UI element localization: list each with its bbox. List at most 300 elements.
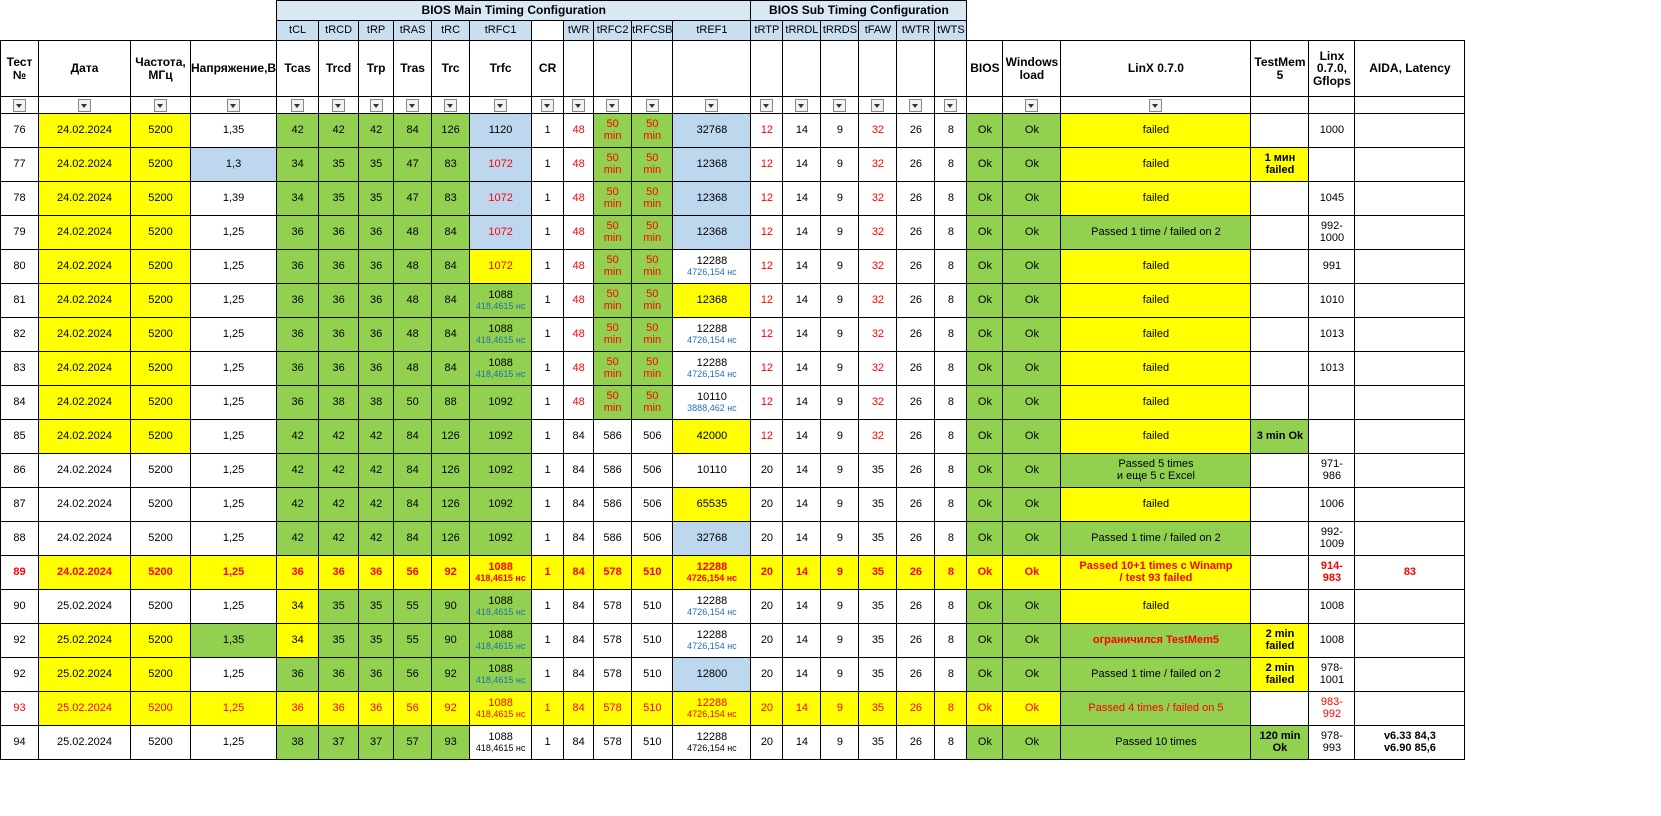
cell-test-no: 89 bbox=[1, 556, 39, 590]
cell-trfcsb: 50 min bbox=[632, 318, 673, 352]
cell-trrdl: 14 bbox=[783, 250, 821, 284]
header-freq: Частота, МГц bbox=[131, 41, 191, 97]
filter-empty-col21 bbox=[967, 97, 1003, 114]
cell-tras: 84 bbox=[394, 488, 432, 522]
filter-button-col1[interactable] bbox=[39, 97, 131, 114]
cell-cr: 1 bbox=[532, 182, 564, 216]
cell-trc: 126 bbox=[432, 114, 470, 148]
cell-windows-load: Ok bbox=[1003, 726, 1061, 760]
cell-trp: 35 bbox=[359, 182, 394, 216]
sub-label-tRRDS: tRRDS bbox=[821, 21, 859, 41]
cell-trrds: 9 bbox=[821, 352, 859, 386]
table-row bbox=[1, 216, 1465, 250]
cell-twr: 48 bbox=[564, 114, 594, 148]
filter-button-col7[interactable] bbox=[394, 97, 432, 114]
cell-bios: Ok bbox=[967, 556, 1003, 590]
filter-button-col23[interactable] bbox=[1061, 97, 1251, 114]
filter-button-col14[interactable] bbox=[673, 97, 751, 114]
cell-trrds: 9 bbox=[821, 148, 859, 182]
group-main-timing: BIOS Main Timing Configuration bbox=[277, 1, 751, 21]
cell-date: 24.02.2024 bbox=[39, 148, 131, 182]
cell-tras: 84 bbox=[394, 420, 432, 454]
cell-gflops: 1006 bbox=[1309, 488, 1355, 522]
cell-freq: 5200 bbox=[131, 556, 191, 590]
cell-twtr: 26 bbox=[897, 216, 935, 250]
cell-aida-latency bbox=[1355, 658, 1465, 692]
header-blank-1 bbox=[564, 41, 594, 97]
cell-trp: 35 bbox=[359, 624, 394, 658]
cell-gflops: 1013 bbox=[1309, 352, 1355, 386]
cell-trfcsb: 506 bbox=[632, 522, 673, 556]
header-twts bbox=[935, 41, 967, 97]
cell-tras: 47 bbox=[394, 148, 432, 182]
cell-trc: 90 bbox=[432, 624, 470, 658]
cell-gflops bbox=[1309, 148, 1355, 182]
cell-trc: 83 bbox=[432, 182, 470, 216]
cell-tref1: 32768 bbox=[673, 114, 751, 148]
cell-twts: 8 bbox=[935, 692, 967, 726]
cell-twtr: 26 bbox=[897, 726, 935, 760]
empty-cell bbox=[1003, 21, 1061, 41]
cell-tcas: 36 bbox=[277, 216, 319, 250]
cell-windows-load: Ok bbox=[1003, 216, 1061, 250]
column-header-row bbox=[1, 41, 1465, 97]
cell-freq: 5200 bbox=[131, 624, 191, 658]
cell-twts: 8 bbox=[935, 590, 967, 624]
cell-tref1: 42000 bbox=[673, 420, 751, 454]
empty-cell bbox=[1355, 1, 1465, 21]
cell-date: 24.02.2024 bbox=[39, 318, 131, 352]
cell-trfc2: 50 min bbox=[594, 114, 632, 148]
cell-tras: 84 bbox=[394, 454, 432, 488]
filter-button-col19[interactable] bbox=[897, 97, 935, 114]
cell-twr: 84 bbox=[564, 522, 594, 556]
cell-voltage: 1,25 bbox=[191, 216, 277, 250]
cell-tfaw: 32 bbox=[859, 114, 897, 148]
cell-trp: 36 bbox=[359, 352, 394, 386]
cell-trfc: 1088 418,4615 нс bbox=[470, 726, 532, 760]
cell-date: 24.02.2024 bbox=[39, 420, 131, 454]
filter-button-col11[interactable] bbox=[564, 97, 594, 114]
cell-trrds: 9 bbox=[821, 726, 859, 760]
filter-button-col16[interactable] bbox=[783, 97, 821, 114]
table-row bbox=[1, 352, 1465, 386]
cell-trtp: 20 bbox=[751, 590, 783, 624]
cell-twr: 48 bbox=[564, 250, 594, 284]
cell-twtr: 26 bbox=[897, 658, 935, 692]
cell-freq: 5200 bbox=[131, 726, 191, 760]
cell-testmem5 bbox=[1251, 182, 1309, 216]
cell-cr: 1 bbox=[532, 420, 564, 454]
filter-button-col5[interactable] bbox=[319, 97, 359, 114]
cell-bios: Ok bbox=[967, 726, 1003, 760]
cell-voltage: 1,25 bbox=[191, 522, 277, 556]
cell-tcas: 42 bbox=[277, 522, 319, 556]
cell-test-no: 92 bbox=[1, 624, 39, 658]
cell-voltage: 1,25 bbox=[191, 284, 277, 318]
cell-tcas: 34 bbox=[277, 590, 319, 624]
cell-voltage: 1,25 bbox=[191, 386, 277, 420]
cell-tref1: 12288 4726,154 нс bbox=[673, 726, 751, 760]
header-trp: Trp bbox=[359, 41, 394, 97]
cell-trcd: 42 bbox=[319, 114, 359, 148]
cell-twtr: 26 bbox=[897, 114, 935, 148]
cell-tref1: 12288 4726,154 нс bbox=[673, 556, 751, 590]
cell-linx: ограничился TestMem5 bbox=[1061, 624, 1251, 658]
table-row bbox=[1, 522, 1465, 556]
cell-date: 24.02.2024 bbox=[39, 250, 131, 284]
cell-tras: 47 bbox=[394, 182, 432, 216]
cell-trfc2: 50 min bbox=[594, 284, 632, 318]
cell-trfc2: 50 min bbox=[594, 250, 632, 284]
cell-gflops: 983- 992 bbox=[1309, 692, 1355, 726]
cell-trtp: 20 bbox=[751, 556, 783, 590]
cell-tref1: 12288 4726,154 нс bbox=[673, 624, 751, 658]
table-row bbox=[1, 420, 1465, 454]
cell-cr: 1 bbox=[532, 692, 564, 726]
cell-linx: failed bbox=[1061, 148, 1251, 182]
cell-trcd: 35 bbox=[319, 148, 359, 182]
cell-trrds: 9 bbox=[821, 284, 859, 318]
filter-button-col2[interactable] bbox=[131, 97, 191, 114]
cell-trfc: 1072 bbox=[470, 182, 532, 216]
cell-trrds: 9 bbox=[821, 318, 859, 352]
cell-test-no: 81 bbox=[1, 284, 39, 318]
cell-aida-latency bbox=[1355, 590, 1465, 624]
cell-trfc2: 586 bbox=[594, 522, 632, 556]
empty-cell bbox=[1355, 21, 1465, 41]
cell-voltage: 1,25 bbox=[191, 692, 277, 726]
cell-date: 24.02.2024 bbox=[39, 114, 131, 148]
header-bios: BIOS bbox=[967, 41, 1003, 97]
cell-linx: failed bbox=[1061, 590, 1251, 624]
filter-button-col22[interactable] bbox=[1003, 97, 1061, 114]
filter-button-col4[interactable] bbox=[277, 97, 319, 114]
empty-cell bbox=[131, 1, 191, 21]
filter-button-col10[interactable] bbox=[532, 97, 564, 114]
cell-tras: 56 bbox=[394, 658, 432, 692]
empty-cell bbox=[1061, 1, 1251, 21]
cell-cr: 1 bbox=[532, 556, 564, 590]
cell-cr: 1 bbox=[532, 658, 564, 692]
cell-twts: 8 bbox=[935, 318, 967, 352]
filter-button-col18[interactable] bbox=[859, 97, 897, 114]
cell-linx: failed bbox=[1061, 284, 1251, 318]
empty-cell bbox=[39, 21, 131, 41]
cell-gflops: 1008 bbox=[1309, 590, 1355, 624]
cell-trp: 36 bbox=[359, 692, 394, 726]
cell-trfc: 1092 bbox=[470, 454, 532, 488]
cell-date: 24.02.2024 bbox=[39, 488, 131, 522]
cell-windows-load: Ok bbox=[1003, 148, 1061, 182]
cell-trp: 42 bbox=[359, 522, 394, 556]
cell-tcas: 34 bbox=[277, 182, 319, 216]
cell-trfcsb: 506 bbox=[632, 454, 673, 488]
sub-label-tRCD: tRCD bbox=[319, 21, 359, 41]
cell-tcas: 36 bbox=[277, 386, 319, 420]
cell-linx: failed bbox=[1061, 250, 1251, 284]
sub-label-tWTR: tWTR bbox=[897, 21, 935, 41]
cell-testmem5 bbox=[1251, 114, 1309, 148]
cell-trc: 92 bbox=[432, 658, 470, 692]
empty-cell bbox=[1309, 21, 1355, 41]
cell-tref1: 12288 4726,154 нс bbox=[673, 318, 751, 352]
cell-date: 24.02.2024 bbox=[39, 352, 131, 386]
sub-label-tRTP: tRTP bbox=[751, 21, 783, 41]
cell-trfcsb: 510 bbox=[632, 556, 673, 590]
cell-twr: 84 bbox=[564, 624, 594, 658]
cell-twts: 8 bbox=[935, 522, 967, 556]
header-trrds bbox=[821, 41, 859, 97]
filter-button-col13[interactable] bbox=[632, 97, 673, 114]
cell-linx: failed bbox=[1061, 318, 1251, 352]
cell-date: 25.02.2024 bbox=[39, 590, 131, 624]
cell-tcas: 36 bbox=[277, 658, 319, 692]
cell-trfc2: 50 min bbox=[594, 148, 632, 182]
group-sub-timing: BIOS Sub Timing Configuration bbox=[751, 1, 967, 21]
cell-trfcsb: 50 min bbox=[632, 216, 673, 250]
cell-tras: 55 bbox=[394, 590, 432, 624]
table-row bbox=[1, 386, 1465, 420]
cell-trfc: 1088 418,4615 нс bbox=[470, 352, 532, 386]
filter-button-col20[interactable] bbox=[935, 97, 967, 114]
cell-testmem5 bbox=[1251, 216, 1309, 250]
cell-windows-load: Ok bbox=[1003, 488, 1061, 522]
cell-voltage: 1,25 bbox=[191, 726, 277, 760]
cell-gflops: 992- 1000 bbox=[1309, 216, 1355, 250]
header-trfc: Trfc bbox=[470, 41, 532, 97]
cell-trrds: 9 bbox=[821, 488, 859, 522]
cell-trcd: 35 bbox=[319, 590, 359, 624]
cell-gflops: 1010 bbox=[1309, 284, 1355, 318]
cell-aida-latency: v6.33 84,3 v6.90 85,6 bbox=[1355, 726, 1465, 760]
cell-trcd: 35 bbox=[319, 182, 359, 216]
cell-trfc2: 578 bbox=[594, 726, 632, 760]
cell-windows-load: Ok bbox=[1003, 318, 1061, 352]
cell-tref1: 10110 3888,462 нс bbox=[673, 386, 751, 420]
cell-trrds: 9 bbox=[821, 692, 859, 726]
filter-button-col6[interactable] bbox=[359, 97, 394, 114]
cell-windows-load: Ok bbox=[1003, 590, 1061, 624]
cell-voltage: 1,25 bbox=[191, 658, 277, 692]
cell-tcas: 36 bbox=[277, 284, 319, 318]
cell-cr: 1 bbox=[532, 318, 564, 352]
cell-test-no: 80 bbox=[1, 250, 39, 284]
cell-trcd: 36 bbox=[319, 692, 359, 726]
cell-trfc: 1120 bbox=[470, 114, 532, 148]
cell-aida-latency bbox=[1355, 488, 1465, 522]
cell-aida-latency: 83 bbox=[1355, 556, 1465, 590]
cell-tras: 56 bbox=[394, 692, 432, 726]
cell-windows-load: Ok bbox=[1003, 692, 1061, 726]
cell-trp: 36 bbox=[359, 658, 394, 692]
cell-tras: 48 bbox=[394, 284, 432, 318]
cell-trrdl: 14 bbox=[783, 216, 821, 250]
header-trcd: Trcd bbox=[319, 41, 359, 97]
cell-windows-load: Ok bbox=[1003, 114, 1061, 148]
cell-tfaw: 32 bbox=[859, 318, 897, 352]
filter-button-col8[interactable] bbox=[432, 97, 470, 114]
cell-linx: Passed 10 times bbox=[1061, 726, 1251, 760]
sub-label-row bbox=[1, 21, 1465, 41]
empty-cell bbox=[1309, 1, 1355, 21]
filter-button-col17[interactable] bbox=[821, 97, 859, 114]
cell-trfc2: 50 min bbox=[594, 318, 632, 352]
cell-aida-latency bbox=[1355, 624, 1465, 658]
cell-testmem5: 2 min failed bbox=[1251, 624, 1309, 658]
cell-cr: 1 bbox=[532, 216, 564, 250]
cell-twr: 48 bbox=[564, 182, 594, 216]
cell-cr: 1 bbox=[532, 352, 564, 386]
cell-gflops: 978- 1001 bbox=[1309, 658, 1355, 692]
cell-date: 24.02.2024 bbox=[39, 454, 131, 488]
sub-label-tRRDL: tRRDL bbox=[783, 21, 821, 41]
cell-voltage: 1,25 bbox=[191, 352, 277, 386]
cell-freq: 5200 bbox=[131, 692, 191, 726]
cell-trrdl: 14 bbox=[783, 624, 821, 658]
cell-gflops bbox=[1309, 420, 1355, 454]
filter-button-col12[interactable] bbox=[594, 97, 632, 114]
cell-twts: 8 bbox=[935, 284, 967, 318]
cell-freq: 5200 bbox=[131, 352, 191, 386]
filter-button-col9[interactable] bbox=[470, 97, 532, 114]
cell-trrds: 9 bbox=[821, 556, 859, 590]
cell-freq: 5200 bbox=[131, 318, 191, 352]
cell-aida-latency bbox=[1355, 692, 1465, 726]
cell-gflops: 1045 bbox=[1309, 182, 1355, 216]
cell-trp: 38 bbox=[359, 386, 394, 420]
cell-tfaw: 35 bbox=[859, 556, 897, 590]
cell-tfaw: 35 bbox=[859, 624, 897, 658]
cell-gflops: 914- 983 bbox=[1309, 556, 1355, 590]
cell-trfc: 1092 bbox=[470, 420, 532, 454]
cell-trrdl: 14 bbox=[783, 488, 821, 522]
sub-label-tWTS: tWTS bbox=[935, 21, 967, 41]
cell-trfc2: 586 bbox=[594, 488, 632, 522]
cell-trrds: 9 bbox=[821, 454, 859, 488]
cell-date: 25.02.2024 bbox=[39, 692, 131, 726]
sub-label-tREF1: tREF1 bbox=[673, 21, 751, 41]
cell-windows-load: Ok bbox=[1003, 658, 1061, 692]
cell-aida-latency bbox=[1355, 352, 1465, 386]
cell-trrdl: 14 bbox=[783, 454, 821, 488]
cell-test-no: 83 bbox=[1, 352, 39, 386]
cell-test-no: 79 bbox=[1, 216, 39, 250]
cell-trfcsb: 510 bbox=[632, 590, 673, 624]
cell-testmem5 bbox=[1251, 692, 1309, 726]
cell-cr: 1 bbox=[532, 590, 564, 624]
cell-gflops: 1008 bbox=[1309, 624, 1355, 658]
cell-tras: 84 bbox=[394, 114, 432, 148]
cell-freq: 5200 bbox=[131, 420, 191, 454]
cell-tfaw: 32 bbox=[859, 352, 897, 386]
cell-bios: Ok bbox=[967, 182, 1003, 216]
cell-aida-latency bbox=[1355, 454, 1465, 488]
cell-aida-latency bbox=[1355, 250, 1465, 284]
cell-twr: 48 bbox=[564, 352, 594, 386]
cell-trfc: 1092 bbox=[470, 386, 532, 420]
cell-trtp: 20 bbox=[751, 692, 783, 726]
cell-tfaw: 35 bbox=[859, 454, 897, 488]
cell-testmem5 bbox=[1251, 522, 1309, 556]
cell-trfc: 1088 418,4615 нс bbox=[470, 556, 532, 590]
table-row bbox=[1, 488, 1465, 522]
cell-tref1: 12368 bbox=[673, 284, 751, 318]
cell-trrdl: 14 bbox=[783, 386, 821, 420]
cell-twts: 8 bbox=[935, 658, 967, 692]
cell-testmem5 bbox=[1251, 352, 1309, 386]
cell-cr: 1 bbox=[532, 624, 564, 658]
table-row bbox=[1, 148, 1465, 182]
cell-tfaw: 32 bbox=[859, 420, 897, 454]
cell-test-no: 85 bbox=[1, 420, 39, 454]
cell-windows-load: Ok bbox=[1003, 352, 1061, 386]
header-tras: Tras bbox=[394, 41, 432, 97]
cell-trrds: 9 bbox=[821, 420, 859, 454]
cell-windows-load: Ok bbox=[1003, 386, 1061, 420]
cell-bios: Ok bbox=[967, 624, 1003, 658]
cell-twts: 8 bbox=[935, 488, 967, 522]
filter-button-col0[interactable] bbox=[1, 97, 39, 114]
cell-trfc2: 50 min bbox=[594, 352, 632, 386]
cell-testmem5: 2 min failed bbox=[1251, 658, 1309, 692]
header-trc: Trc bbox=[432, 41, 470, 97]
header-tfaw bbox=[859, 41, 897, 97]
cell-trrds: 9 bbox=[821, 182, 859, 216]
cell-twr: 84 bbox=[564, 488, 594, 522]
filter-row bbox=[1, 97, 1465, 114]
cell-trtp: 12 bbox=[751, 114, 783, 148]
cell-twtr: 26 bbox=[897, 386, 935, 420]
cell-trc: 84 bbox=[432, 284, 470, 318]
cell-trtp: 20 bbox=[751, 624, 783, 658]
cell-trfc: 1072 bbox=[470, 250, 532, 284]
cell-bios: Ok bbox=[967, 148, 1003, 182]
cell-testmem5 bbox=[1251, 488, 1309, 522]
cell-tfaw: 32 bbox=[859, 182, 897, 216]
header-trtp bbox=[751, 41, 783, 97]
cell-windows-load: Ok bbox=[1003, 250, 1061, 284]
filter-button-col3[interactable] bbox=[191, 97, 277, 114]
table-row bbox=[1, 658, 1465, 692]
cell-trp: 36 bbox=[359, 284, 394, 318]
filter-button-col15[interactable] bbox=[751, 97, 783, 114]
cell-trrdl: 14 bbox=[783, 590, 821, 624]
table-row bbox=[1, 590, 1465, 624]
cell-trp: 35 bbox=[359, 148, 394, 182]
empty-cell bbox=[1251, 1, 1309, 21]
cell-tcas: 36 bbox=[277, 352, 319, 386]
header-blank-4 bbox=[673, 41, 751, 97]
cell-trc: 88 bbox=[432, 386, 470, 420]
cell-date: 24.02.2024 bbox=[39, 522, 131, 556]
cell-cr: 1 bbox=[532, 454, 564, 488]
cell-testmem5: 120 min Ok bbox=[1251, 726, 1309, 760]
cell-cr: 1 bbox=[532, 726, 564, 760]
cell-tref1: 12288 4726,154 нс bbox=[673, 590, 751, 624]
cell-freq: 5200 bbox=[131, 182, 191, 216]
cell-tras: 48 bbox=[394, 318, 432, 352]
cell-aida-latency bbox=[1355, 284, 1465, 318]
cell-trcd: 42 bbox=[319, 522, 359, 556]
cell-testmem5 bbox=[1251, 556, 1309, 590]
cell-testmem5 bbox=[1251, 454, 1309, 488]
cell-trtp: 12 bbox=[751, 182, 783, 216]
cell-twr: 84 bbox=[564, 692, 594, 726]
cell-test-no: 86 bbox=[1, 454, 39, 488]
cell-tfaw: 32 bbox=[859, 148, 897, 182]
cell-tras: 55 bbox=[394, 624, 432, 658]
